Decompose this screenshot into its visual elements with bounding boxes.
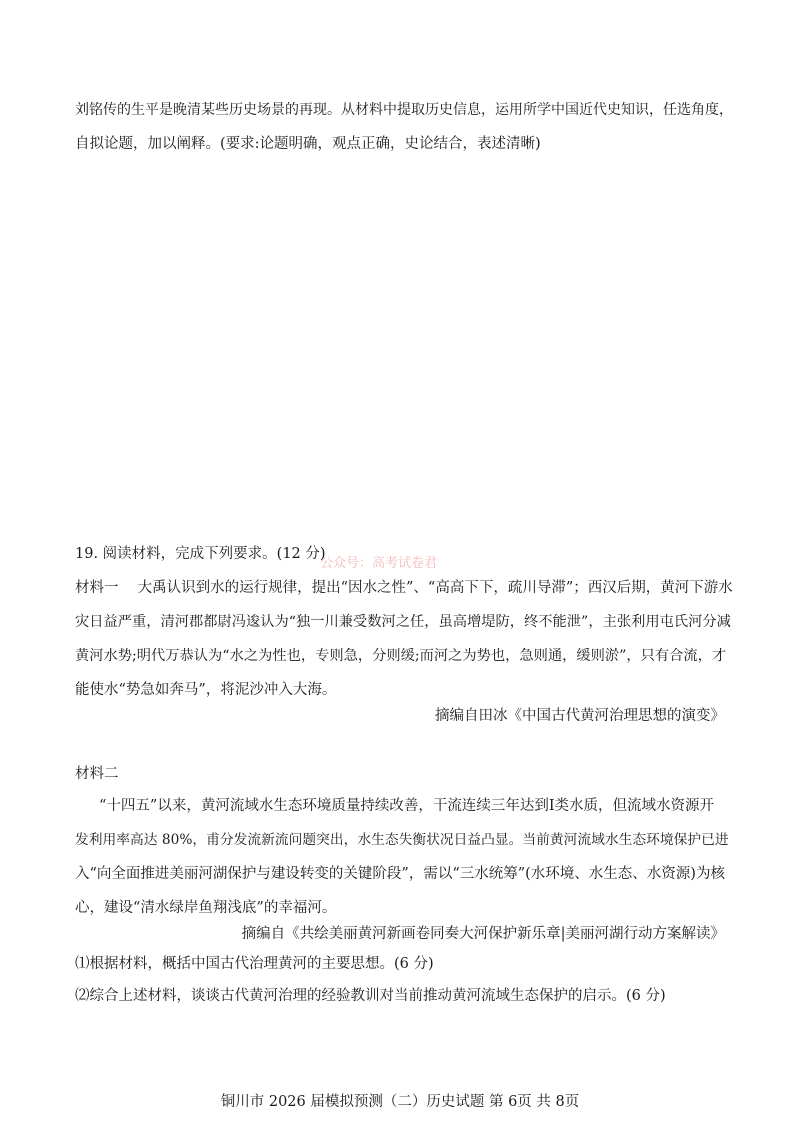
material-2-line-4: 心，建设“清水绿岸鱼翔浅底”的幸福河。	[75, 900, 337, 916]
material-2-line-3: 入“向全面推进美丽河湖保护与建设转变的关键阶段”，需以“三水统筹”(水环境、水生态、水资源)为核	[75, 866, 725, 882]
question-19-heading: 19. 阅读材料，完成下列要求。(12 分)	[75, 546, 326, 562]
material-1-source: 摘编自田冰《中国古代黄河治理思想的演变》	[435, 708, 725, 724]
intro-line-1: 刘铭传的生平是晚清某些历史场景的再现。从材料中提取历史信息，运用所学中国近代史知识，任选角度，	[75, 102, 733, 118]
material-2-title: 材料二	[75, 766, 119, 782]
sub-question-2: ⑵综合上述材料，谈谈古代黄河治理的经验教训对当前推动黄河流域生态保护的启示。(6 分)	[75, 988, 666, 1004]
material-1-line-3: 黄河水势;明代万恭认为“水之为性也，专则急，分则缓;而河之为势也，急则通，缓则淤”，只有合流，才	[75, 648, 727, 664]
material-2-line-2: 发利用率高达 80%，甫分发流新流问题突出，水生态失衡状况日益凸显。当前黄河流域水生态环境保护已进	[75, 832, 729, 848]
intro-line-2: 自拟论题，加以阐释。(要求:论题明确，观点正确，史论结合，表述清晰)	[75, 136, 541, 152]
material-1-line-2: 灾日益严重，清河郡都尉冯逡认为“独一川兼受数河之任，虽高增堤防，终不能泄”，主张利用屯氏河分减	[75, 614, 731, 630]
material-2-source: 摘编自《共绘美丽黄河新画卷同奏大河保护新乐章|美丽河湖行动方案解读》	[241, 926, 725, 942]
material-2-line-1: “十四五”以来，黄河流域水生态环境质量持续改善，干流连续三年达到Ⅰ类水质，但流域水资源开	[99, 798, 715, 814]
watermark: 公众号：高考试卷君	[320, 556, 438, 571]
material-1-line-4: 能使水“势急如奔马”，将泥沙冲入大海。	[75, 682, 337, 698]
sub-question-1: ⑴根据材料，概括中国古代治理黄河的主要思想。(6 分)	[75, 956, 434, 972]
page-footer: 铜川市 2026 届模拟预测（二）历史试题 第 6页 共 8页	[220, 1094, 580, 1110]
material-1-line-1: 材料一 大禹认识到水的运行规律，提出“因水之性”、“高高下下，疏川导滞”；西汉后期，黄河下游水	[75, 580, 733, 596]
